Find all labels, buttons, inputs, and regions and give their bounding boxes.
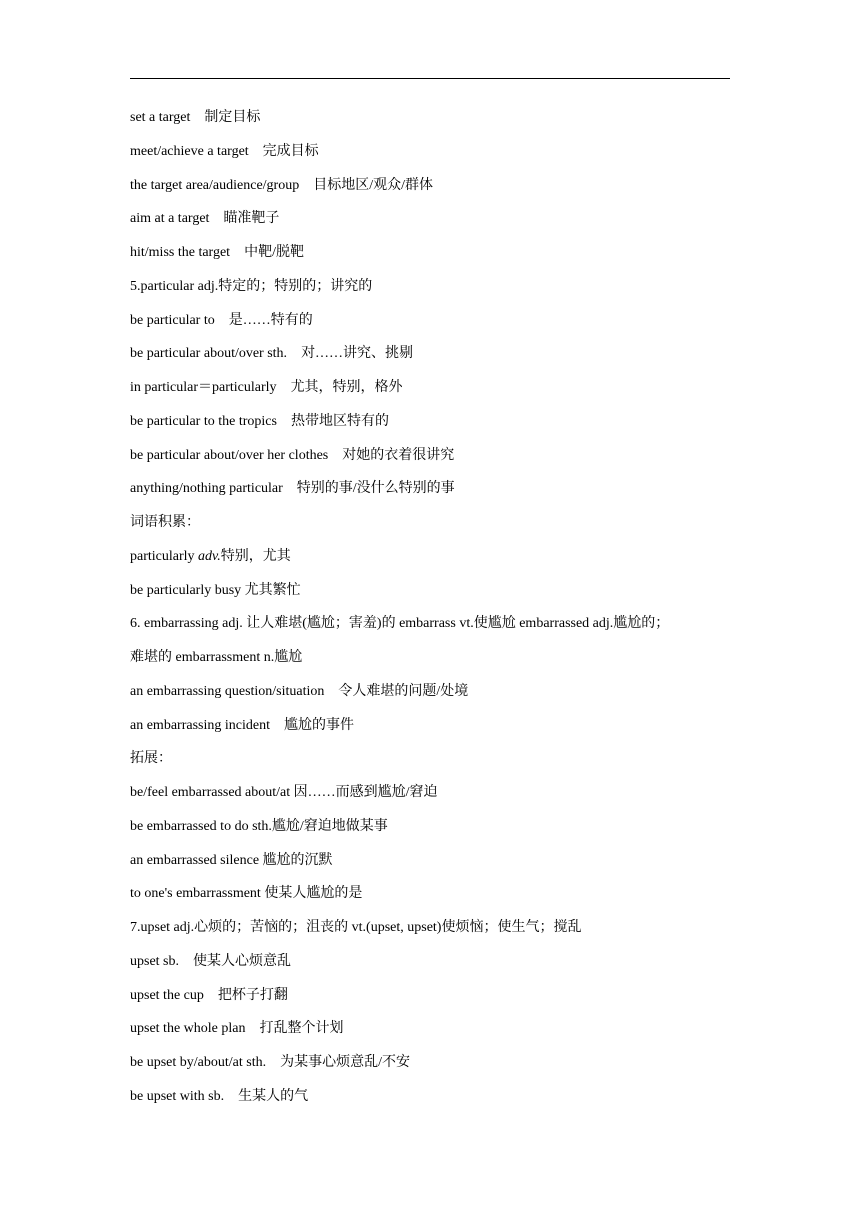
phrase-line: upset the cup 把杯子打翻	[130, 987, 288, 1003]
phrase-line: an embarrassed silence 尴尬的沉默	[130, 852, 333, 868]
document-body	[130, 108, 730, 1121]
phrase-line: meet/achieve a target 完成目标	[130, 143, 319, 159]
phrase-line: upset sb. 使某人心烦意乱	[130, 953, 291, 969]
phrase-line: set a target 制定目标	[130, 110, 261, 125]
section-label: 词语积累：	[130, 515, 200, 530]
phrase-line: aim at a target 瞄准靶子	[130, 211, 280, 227]
phrase-line: in particular＝particularly 尤其，特别，格外	[130, 380, 403, 395]
phrase-line: be upset by/about/at sth. 为某事心烦意乱/不安	[130, 1055, 410, 1070]
phrase-line: be particular to 是……特有的	[130, 312, 313, 328]
header-rule	[130, 78, 730, 79]
entry-heading: 6. embarrassing adj. 让人难堪(尴尬；害羞)的 embarrass vt.使尴尬 embarrassed adj.尴尬的； 难堪的 embarrassment n.尴尬	[130, 616, 670, 665]
phrase-line: be particular about/over her clothes 对她的衣着很讲究	[130, 447, 455, 463]
phrase-line: an embarrassing incident 尴尬的事件	[130, 717, 354, 733]
phrase-line: be upset with sb. 生某人的气	[130, 1088, 309, 1104]
phrase-line: be particular about/over sth. 对……讲究、挑剔	[130, 346, 414, 362]
phrase-line: be particularly busy 尤其繁忙	[130, 582, 301, 598]
phrase-line: be particular to the tropics 热带地区特有的	[130, 413, 389, 429]
phrase-line: an embarrassing question/situation 令人难堪的问题/处境	[130, 683, 469, 699]
entry-heading: 5.particular adj.特定的；特别的；讲究的	[130, 278, 373, 294]
phrase-line: anything/nothing particular 特别的事/没什么特别的事	[130, 481, 455, 497]
phrase-line: the target area/audience/group 目标地区/观众/群体	[130, 177, 433, 193]
phrase-line: hit/miss the target 中靶/脱靶	[130, 245, 304, 260]
phrase-line: be embarrassed to do sth.尴尬/窘迫地做某事	[130, 818, 388, 834]
phrase-line: be/feel embarrassed about/at 因……而感到尴尬/窘迫	[130, 785, 438, 800]
section-label: 拓展：	[130, 751, 172, 767]
phrase-line: upset the whole plan 打乱整个计划	[130, 1021, 344, 1037]
phrase-line: particularly adv.特别，尤其	[130, 548, 291, 564]
phrase-line: to one's embarrassment 使某人尴尬的是	[130, 886, 363, 902]
entry-heading: 7.upset adj.心烦的；苦恼的；沮丧的 vt.(upset, upset)使烦恼；使生气；搅乱	[130, 920, 582, 935]
